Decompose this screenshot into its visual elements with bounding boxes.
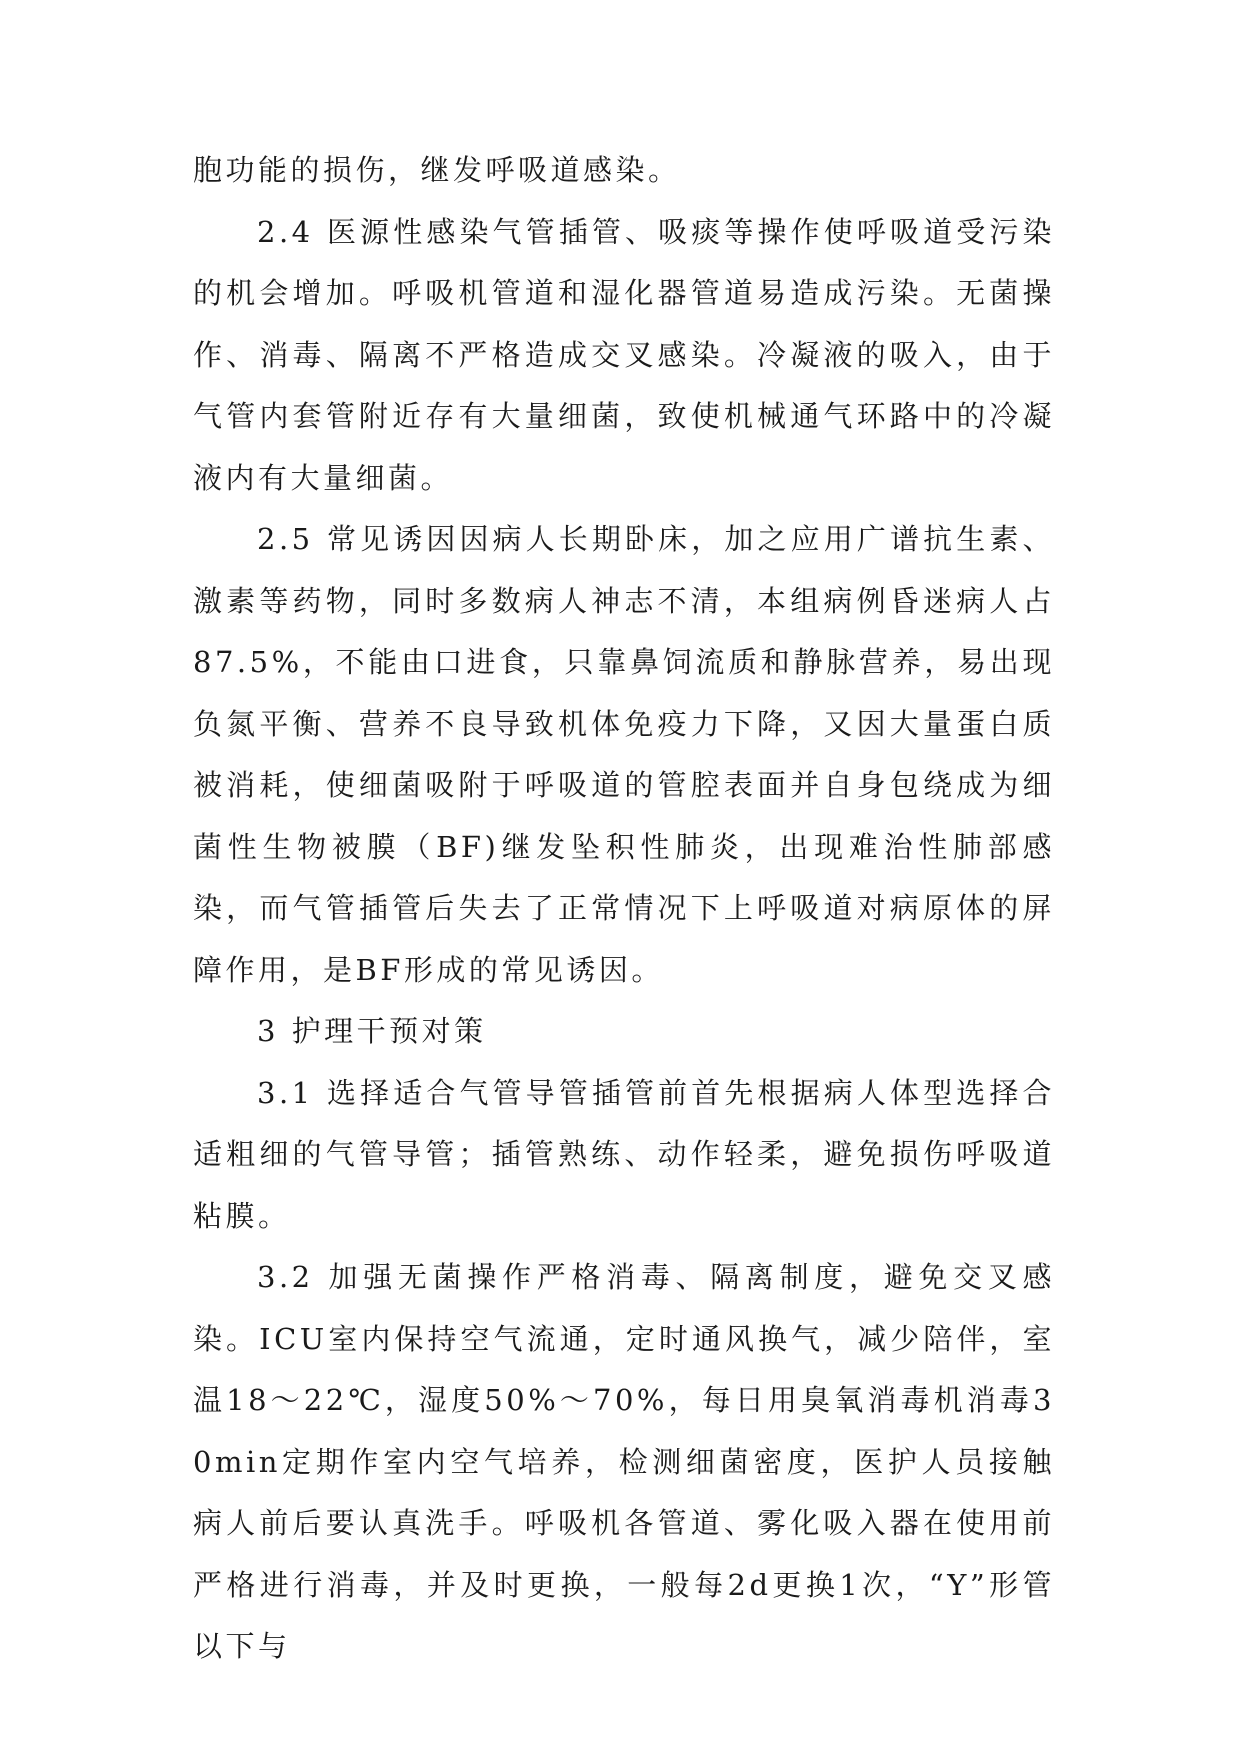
document-page	[193, 140, 1055, 1678]
paragraph-2-5-common-causes: 2.5 常见诱因因病人长期卧床，加之应用广谱抗生素、激素等药物，同时多数病人神志不清，本组病例昏迷病人占87.5%，不能由口进食，只靠鼻饲流质和静脉营养，易出现负氮平衡、营养不良导致机体免疫力下降，又因大量蛋白质被消耗，使细菌吸附于呼吸道的管腔表面并自身包绕成为细菌性生物被膜（BF)继发坠积性肺炎，出现难治性肺部感染，而气管插管后失去了正常情况下上呼吸道对病原体的屏障作用，是BF形成的常见诱因。	[193, 522, 1055, 987]
paragraph-3-2-aseptic-operation: 3.2 加强无菌操作严格消毒、隔离制度，避免交叉感染。ICU室内保持空气流通，定时通风换气，减少陪伴，室温18～22℃，湿度50%～70%，每日用臭氧消毒机消毒30min定期作室内空气培养，检测细菌密度，医护人员接触病人前后要认真洗手。呼吸机各管道、雾化吸入器在使用前严格进行消毒，并及时更换，一般每2d更换1次，“Y”形管以下与	[193, 1260, 1055, 1663]
paragraph-3-1-tube-selection: 3.1 选择适合气管导管插管前首先根据病人体型选择合适粗细的气管导管；插管熟练、动作轻柔，避免损伤呼吸道粘膜。	[193, 1075, 1055, 1233]
paragraph-2-4-iatrogenic-infection: 2.4 医源性感染气管插管、吸痰等操作使呼吸道受污染的机会增加。呼吸机管道和湿化器管道易造成污染。无菌操作、消毒、隔离不严格造成交叉感染。冷凝液的吸入，由于气管内套管附近存有大量细菌，致使机械通气环路中的冷凝液内有大量细菌。	[193, 214, 1055, 495]
section-heading-3-nursing-interventions: 3 护理干预对策	[257, 1014, 487, 1048]
paragraph-continuation: 胞功能的损伤，继发呼吸道感染。	[193, 153, 681, 187]
